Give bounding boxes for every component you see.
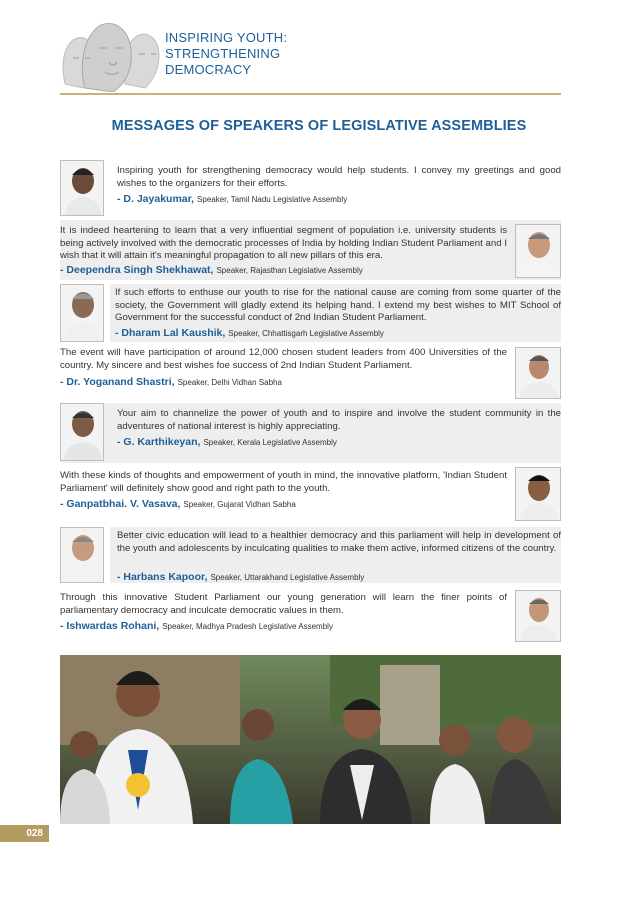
speaker-photo-kaushik xyxy=(60,284,104,342)
signature-4 xyxy=(60,376,282,389)
message-text-2: It is indeed heartening to learn that a very influential segment of population i.e. university students is being actively involved with the democratic processes of India by holding Indian Student Parliament and I wish that it will attain it's meaningful propagation to all new pillars of this era. xyxy=(60,225,507,262)
speaker-photo-vasava xyxy=(515,467,561,521)
speaker-photo-jayakumar xyxy=(60,160,104,216)
speaker-name-4: - Dr. Yoganand Shastri, xyxy=(60,376,175,388)
signature-8 xyxy=(60,620,333,633)
speaker-role-7: Speaker, Uttarakhand Legislative Assembly xyxy=(210,573,365,582)
signature-1 xyxy=(117,193,347,206)
speaker-role-5: Speaker, Kerala Legislative Assembly xyxy=(203,438,337,447)
speaker-role-8: Speaker, Madhya Pradesh Legislative Assembly xyxy=(162,622,333,631)
speaker-name-3: - Dharam Lal Kaushik, xyxy=(115,327,226,339)
signature-7 xyxy=(117,571,364,584)
speaker-name-1: - D. Jayakumar, xyxy=(117,193,195,205)
message-text-7: Better civic education will lead to a healthier democracy and this parliament will help in development of the youth and adolescents by inculcating qualities to make them active, informed citizens of the country. xyxy=(117,530,561,554)
speaker-name-8: - Ishwardas Rohani, xyxy=(60,620,160,632)
speaker-photo-karthikeyan xyxy=(60,403,104,461)
speaker-photo-shekhawat xyxy=(515,224,561,278)
signature-5 xyxy=(117,436,337,449)
message-text-5: Your aim to channelize the power of youth and to inspire and involve the student community in the adventures of national interest is highly appreciating. xyxy=(117,408,561,432)
message-text-8: Through this innovative Student Parliament our young generation will learn the finer points of parliamentary democracy and inculcate democratic values in them. xyxy=(60,592,507,616)
speaker-role-1: Speaker, Tamil Nadu Legislative Assembly xyxy=(197,195,348,204)
speaker-role-2: Speaker, Rajasthan Legislative Assembly xyxy=(216,266,363,275)
signature-6 xyxy=(60,498,296,511)
speaker-name-5: - G. Karthikeyan, xyxy=(117,436,201,448)
message-text-4: The event will have participation of around 12,000 chosen student leaders from 400 Universities of the country. My sincere and best wishes foe success of 2nd Indian Student Parliament. xyxy=(60,347,507,371)
message-text-6: With these kinds of thoughts and empowerment of youth in mind, the innovative platform, 'Indian Student Parliament' will definitely show good and right path to the youth. xyxy=(60,470,507,494)
message-text-3: If such efforts to enthuse our youth to rise for the national cause are coming from some quarter of the society, the Government will gladly extend its helping hand. I extend my best wishes to MIT School of Government for the successful conduct of 2nd Indian Student Parliament. xyxy=(115,287,561,324)
speaker-photo-kapoor xyxy=(60,527,104,583)
speaker-name-7: - Harbans Kapoor, xyxy=(117,571,208,583)
header-title-line-1: INSPIRING YOUTH: xyxy=(165,30,288,45)
header-divider xyxy=(60,93,561,95)
speaker-role-6: Speaker, Gujarat Vidhan Sabha xyxy=(183,500,296,509)
message-text-1: Inspiring youth for strengthening democracy would help students. I convey my greetings and good wishes to the organizers for their efforts. xyxy=(117,165,561,189)
header-title xyxy=(165,30,365,78)
speaker-name-6: - Ganpatbhai. V. Vasava, xyxy=(60,498,181,510)
speaker-name-2: - Deependra Singh Shekhawat, xyxy=(60,264,214,276)
signature-3 xyxy=(115,327,384,340)
student-crowd-photo xyxy=(60,655,561,824)
page-number: 028 xyxy=(0,825,49,842)
header-logo-faces xyxy=(55,14,165,92)
header-title-line-3: DEMOCRACY xyxy=(165,62,252,77)
speaker-role-3: Speaker, Chhattisgarh Legislative Assembly xyxy=(228,329,384,338)
speaker-photo-shastri xyxy=(515,347,561,399)
header-title-line-2: STRENGTHENING xyxy=(165,46,281,61)
speaker-role-4: Speaker, Delhi Vidhan Sabha xyxy=(177,378,282,387)
speaker-photo-rohani xyxy=(515,590,561,642)
signature-2 xyxy=(60,264,363,277)
section-title: MESSAGES OF SPEAKERS OF LEGISLATIVE ASSEMBLIES xyxy=(111,118,527,134)
